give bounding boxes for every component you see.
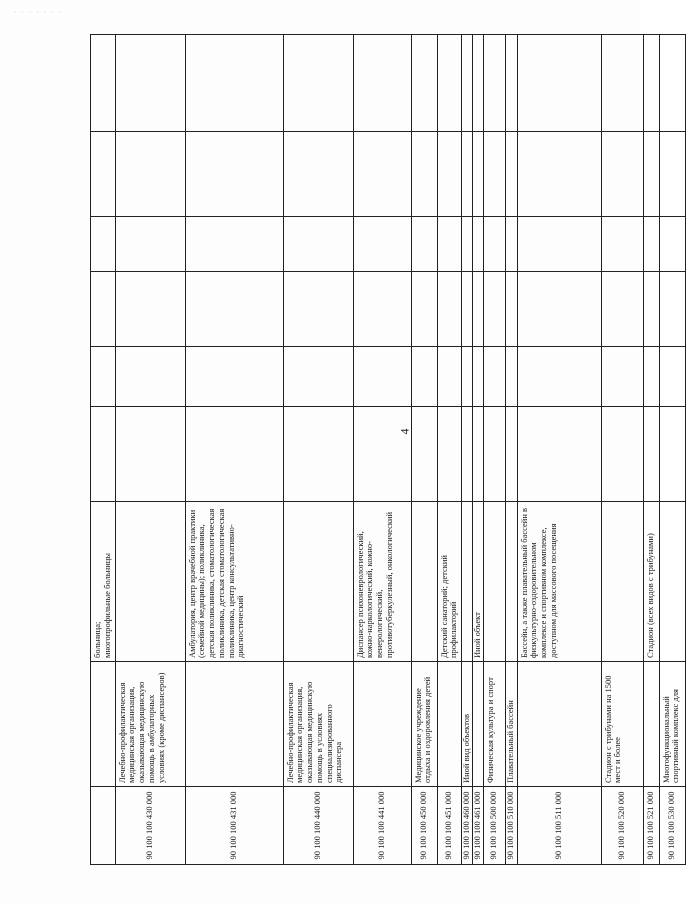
- row-code: 90 100 100 460 000: [462, 787, 473, 865]
- empty-cell: [411, 272, 437, 347]
- classifier-table: [90, 34, 686, 865]
- table-row: [91, 35, 116, 865]
- empty-cell: [505, 35, 517, 132]
- empty-cell: [659, 347, 685, 407]
- row-name: [472, 662, 483, 787]
- row-objects: [411, 502, 437, 662]
- empty-cell: [643, 347, 659, 407]
- empty-cell: [472, 407, 483, 502]
- row-code: 90 100 100 510 000: [505, 787, 517, 865]
- empty-cell: [185, 272, 283, 347]
- empty-cell: [411, 35, 437, 132]
- page-number: 4: [397, 428, 412, 435]
- row-name: Лечебно-профилактическая медицинская организация, оказывающая медицинскую помощь в амбулаторных условиях (кроме диспансеров): [115, 662, 185, 787]
- empty-cell: [483, 347, 505, 407]
- empty-cell: [505, 272, 517, 347]
- row-objects: Стадион (всех видов с трибунами): [643, 502, 659, 662]
- empty-cell: [91, 272, 116, 347]
- row-code: 90 100 100 451 000: [437, 787, 462, 865]
- row-name: [643, 662, 659, 787]
- row-objects: Иной объект: [472, 502, 483, 662]
- row-code: 90 100 100 461 000: [472, 787, 483, 865]
- empty-cell: [483, 272, 505, 347]
- row-code: 90 100 100 440 000: [283, 787, 353, 865]
- empty-cell: [185, 132, 283, 217]
- empty-cell: [437, 407, 462, 502]
- row-objects: больница; многопрофильные больницы: [91, 502, 116, 662]
- empty-cell: [411, 217, 437, 272]
- empty-cell: [659, 35, 685, 132]
- empty-cell: [353, 35, 411, 132]
- table-row: [353, 35, 411, 865]
- empty-cell: [437, 272, 462, 347]
- empty-cell: [115, 272, 185, 347]
- empty-cell: [353, 272, 411, 347]
- empty-cell: [472, 132, 483, 217]
- empty-cell: [462, 217, 473, 272]
- empty-cell: [353, 132, 411, 217]
- empty-cell: [517, 132, 601, 217]
- table-row: [483, 35, 505, 865]
- empty-cell: [353, 217, 411, 272]
- table-row: [411, 35, 437, 865]
- table-row: [283, 35, 353, 865]
- empty-cell: [601, 272, 643, 347]
- empty-cell: [462, 272, 473, 347]
- table-row: [472, 35, 483, 865]
- row-name: [91, 662, 116, 787]
- empty-cell: [411, 407, 437, 502]
- empty-cell: [659, 217, 685, 272]
- empty-cell: [437, 217, 462, 272]
- empty-cell: [517, 272, 601, 347]
- empty-cell: [462, 347, 473, 407]
- row-objects: [115, 502, 185, 662]
- row-objects: Детский санаторий; детский профилакторий: [437, 502, 462, 662]
- empty-cell: [185, 407, 283, 502]
- empty-cell: [483, 35, 505, 132]
- empty-cell: [659, 132, 685, 217]
- rotated-table-sheet: [90, 35, 681, 865]
- empty-cell: [517, 217, 601, 272]
- empty-cell: [601, 407, 643, 502]
- empty-cell: [472, 347, 483, 407]
- empty-cell: [601, 132, 643, 217]
- row-objects: [462, 502, 473, 662]
- row-code: 90 100 100 450 000: [411, 787, 437, 865]
- row-name: Физическая культура и спорт: [483, 662, 505, 787]
- empty-cell: [659, 407, 685, 502]
- row-name: [185, 662, 283, 787]
- table-row: [601, 35, 643, 865]
- empty-cell: [505, 407, 517, 502]
- row-objects: [483, 502, 505, 662]
- table-row: [115, 35, 185, 865]
- empty-cell: [283, 35, 353, 132]
- empty-cell: [505, 347, 517, 407]
- row-objects: Диспансер психоневрологический, кожно-наркологический, кожно-венерологический, противотуберкулезный, онкологический: [353, 502, 411, 662]
- row-name: Лечебно-профилактическая медицинская организация, оказывающая медицинскую помощь в условиях специализированного диспансера: [283, 662, 353, 787]
- table-row: [505, 35, 517, 865]
- empty-cell: [483, 407, 505, 502]
- empty-cell: [601, 35, 643, 132]
- row-name: Многофункциональный спортивный комплекс для: [659, 662, 685, 787]
- empty-cell: [462, 35, 473, 132]
- empty-cell: [437, 35, 462, 132]
- empty-cell: [283, 347, 353, 407]
- empty-cell: [91, 132, 116, 217]
- table-row: [643, 35, 659, 865]
- empty-cell: [462, 407, 473, 502]
- empty-cell: [283, 407, 353, 502]
- empty-cell: [283, 272, 353, 347]
- empty-cell: [483, 217, 505, 272]
- empty-cell: [185, 347, 283, 407]
- row-objects: [283, 502, 353, 662]
- table-row: [462, 35, 473, 865]
- table-row: [185, 35, 283, 865]
- table-row: [517, 35, 601, 865]
- empty-cell: [115, 347, 185, 407]
- empty-cell: [643, 217, 659, 272]
- row-name: Стадион с трибунами на 1500 мест и более: [601, 662, 643, 787]
- empty-cell: [472, 217, 483, 272]
- table-row: [437, 35, 462, 865]
- empty-cell: [659, 272, 685, 347]
- row-code: 90 100 100 441 000: [353, 787, 411, 865]
- row-code: 90 100 100 431 000: [185, 787, 283, 865]
- empty-cell: [185, 217, 283, 272]
- table-row: [659, 35, 685, 865]
- empty-cell: [115, 407, 185, 502]
- empty-cell: [601, 217, 643, 272]
- row-code: [91, 787, 116, 865]
- row-name: Медицинское учреждение отдыха и оздоровления детей: [411, 662, 437, 787]
- empty-cell: [472, 272, 483, 347]
- row-name: [517, 662, 601, 787]
- row-code: 90 100 100 500 000: [483, 787, 505, 865]
- empty-cell: [115, 132, 185, 217]
- row-code: 90 100 100 521 000: [643, 787, 659, 865]
- empty-cell: [437, 132, 462, 217]
- empty-cell: [353, 407, 411, 502]
- empty-cell: [505, 217, 517, 272]
- row-code: 90 100 100 430 000: [115, 787, 185, 865]
- empty-cell: [517, 35, 601, 132]
- empty-cell: [643, 35, 659, 132]
- scan-edge-marks: · · · · · · ·: [14, 10, 63, 16]
- empty-cell: [115, 217, 185, 272]
- empty-cell: [483, 132, 505, 217]
- row-name: Иной вид объектов: [462, 662, 473, 787]
- row-objects: [659, 502, 685, 662]
- empty-cell: [643, 272, 659, 347]
- empty-cell: [505, 132, 517, 217]
- empty-cell: [353, 347, 411, 407]
- empty-cell: [91, 217, 116, 272]
- empty-cell: [411, 347, 437, 407]
- row-code: 90 100 100 520 000: [601, 787, 643, 865]
- empty-cell: [601, 347, 643, 407]
- empty-cell: [643, 407, 659, 502]
- row-objects: Амбулатория, центр врачебной практики (семейной медицины); поликлиника, детская поликлиника, стоматологическая поликлиника, детская стоматологическая поликлиника, центр консультативно-диагностический: [185, 502, 283, 662]
- row-name: Плавательный бассейн: [505, 662, 517, 787]
- empty-cell: [517, 347, 601, 407]
- empty-cell: [462, 132, 473, 217]
- empty-cell: [115, 35, 185, 132]
- empty-cell: [185, 35, 283, 132]
- row-name: [353, 662, 411, 787]
- empty-cell: [91, 407, 116, 502]
- empty-cell: [643, 132, 659, 217]
- row-objects: [505, 502, 517, 662]
- row-objects: Бассейн, а также плавательный бассейн в физкультурно-оздоровительном комплексе и спортивном комплексе, доступном для массового посещения: [517, 502, 601, 662]
- empty-cell: [91, 35, 116, 132]
- empty-cell: [283, 132, 353, 217]
- empty-cell: [91, 347, 116, 407]
- row-code: 90 100 100 511 000: [517, 787, 601, 865]
- row-name: [437, 662, 462, 787]
- row-objects: [601, 502, 643, 662]
- empty-cell: [411, 132, 437, 217]
- row-code: 90 100 100 530 000: [659, 787, 685, 865]
- empty-cell: [517, 407, 601, 502]
- empty-cell: [283, 217, 353, 272]
- empty-cell: [437, 347, 462, 407]
- empty-cell: [472, 35, 483, 132]
